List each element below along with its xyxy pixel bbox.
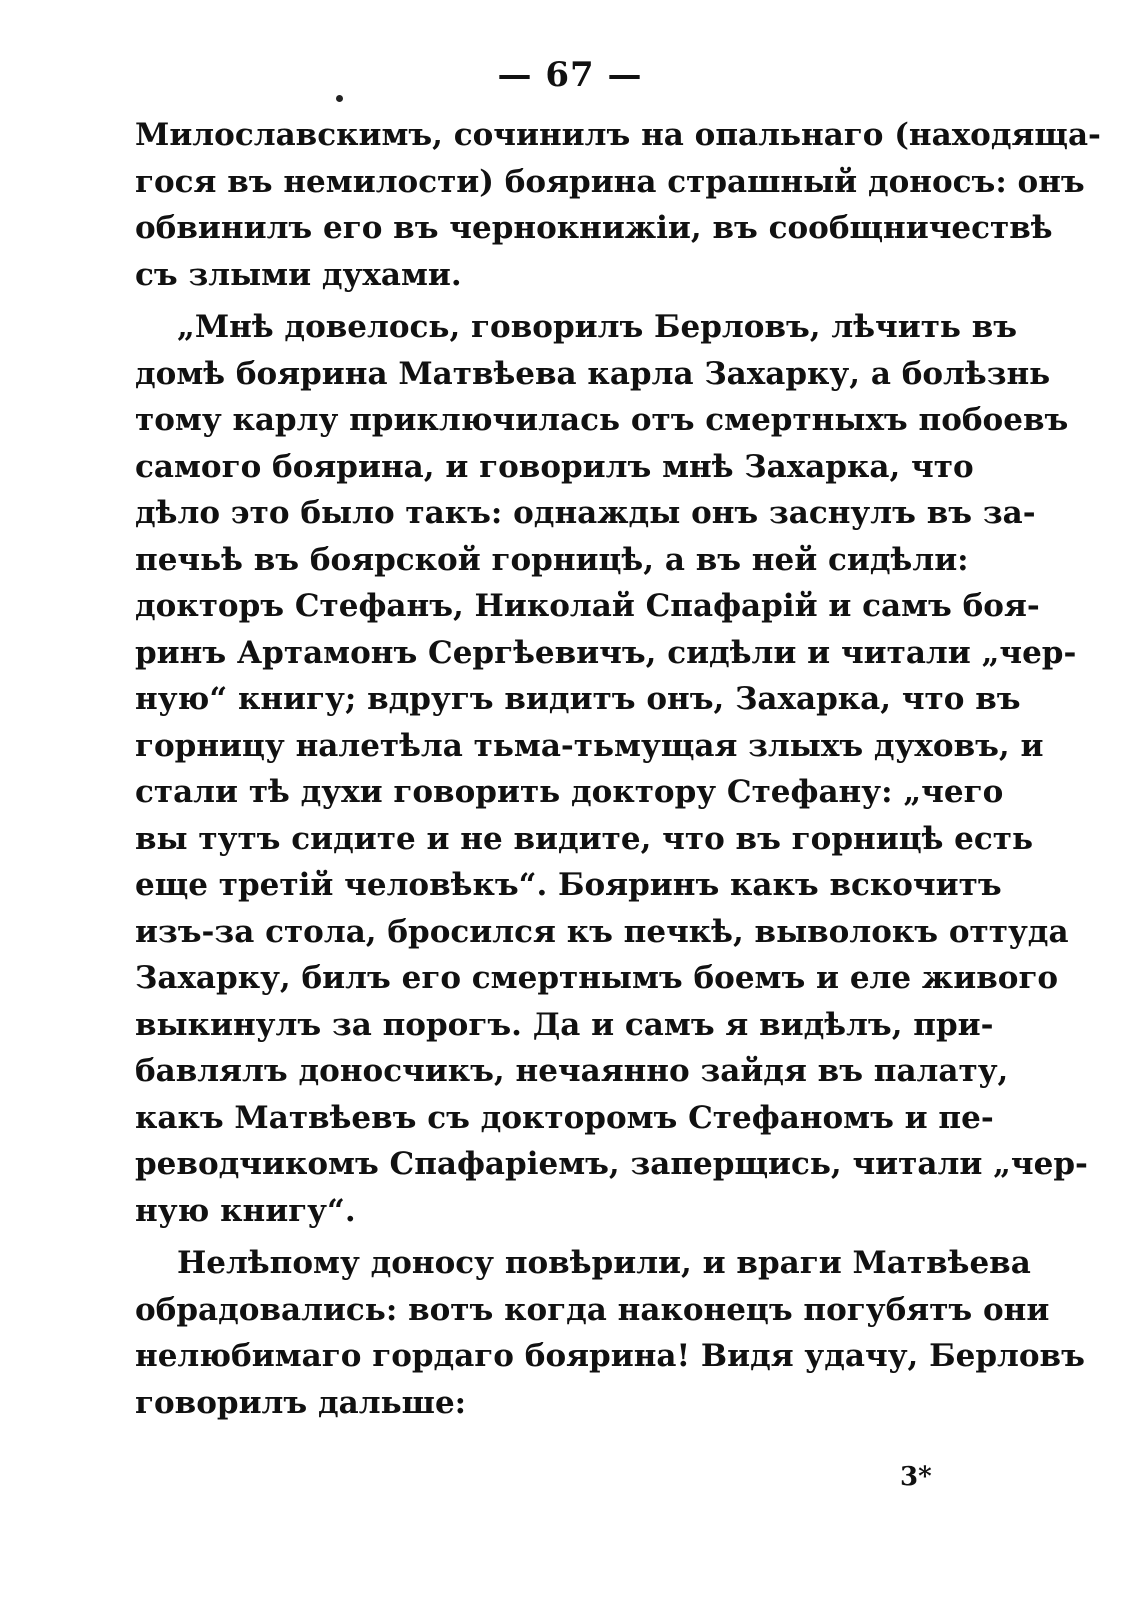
text-line: вы тутъ сидите и не видите, что въ горницѣ есть	[135, 820, 1034, 857]
text-line: говорилъ дальше:	[135, 1384, 467, 1421]
text-line: ную книгу“.	[135, 1192, 356, 1229]
text-line: еще третій человѣкъ“. Бояринъ какъ вскочитъ	[135, 867, 1002, 903]
paragraph	[135, 1240, 1085, 1426]
text-line: съ злыми духами.	[135, 256, 462, 293]
text-line: Захарку, билъ его смертнымъ боемъ и еле живого	[135, 960, 1059, 996]
ink-speck	[336, 95, 343, 102]
text-line: стали тѣ духи говорить доктору Стефану: „чего	[135, 774, 1004, 810]
text-line: „Мнѣ довелось, говорилъ Берловъ, лѣчить въ	[177, 309, 1018, 345]
paragraph	[135, 304, 1088, 1234]
text-line: горницу налетѣла тьма-тьмущая злыхъ духовъ, и	[135, 727, 1044, 764]
text-line: домѣ боярина Матвѣева карла Захарку, а болѣзнь	[135, 355, 1051, 392]
body-text	[135, 112, 1101, 1426]
text-line: Милославскимъ, сочинилъ на опальнаго (находяща-	[135, 117, 1101, 153]
text-line: Нелѣпому доносу повѣрили, и враги Матвѣева	[177, 1245, 1031, 1281]
text-line: обвинилъ его въ чернокнижіи, въ сообщничествѣ	[135, 210, 1053, 246]
text-line: обрадовались: вотъ когда наконецъ погубятъ они	[135, 1291, 1050, 1328]
text-line: какъ Матвѣевъ съ докторомъ Стефаномъ и пе-	[135, 1099, 994, 1136]
text-line: ную“ книгу; вдругъ видитъ онъ, Захарка, что въ	[135, 681, 1021, 717]
page-number: — 67 —	[497, 55, 643, 95]
text-line: бавлялъ доносчикъ, нечаянно зайдя въ палату,	[135, 1053, 1009, 1089]
text-line: ринъ Артамонъ Сергѣевичъ, сидѣли и читали „чер-	[135, 634, 1077, 671]
text-line: тому карлу приключилась отъ смертныхъ побоевъ	[135, 402, 1069, 438]
paragraph	[135, 112, 1101, 298]
text-line: печьѣ въ боярской горницѣ, а въ ней сидѣли:	[135, 541, 969, 578]
text-line: самого боярина, и говорилъ мнѣ Захарка, что	[135, 448, 974, 485]
text-line: докторъ Стефанъ, Николай Спафарій и самъ боя-	[135, 588, 1040, 624]
text-line: выкинулъ за порогъ. Да и самъ я видѣлъ, при-	[135, 1006, 994, 1043]
text-line: реводчикомъ Спафаріемъ, заперщись, читали „чер-	[135, 1146, 1088, 1182]
signature-mark: 3*	[900, 1462, 932, 1492]
text-line: дѣло это было такъ: однажды онъ заснулъ въ за-	[135, 495, 1036, 531]
text-line: гося въ немилости) боярина страшный доносъ: онъ	[135, 163, 1085, 200]
text-line: изъ-за стола, бросился къ печкѣ, выволокъ оттуда	[135, 913, 1069, 950]
text-line: нелюбимаго гордаго боярина! Видя удачу, Берловъ	[135, 1338, 1085, 1374]
